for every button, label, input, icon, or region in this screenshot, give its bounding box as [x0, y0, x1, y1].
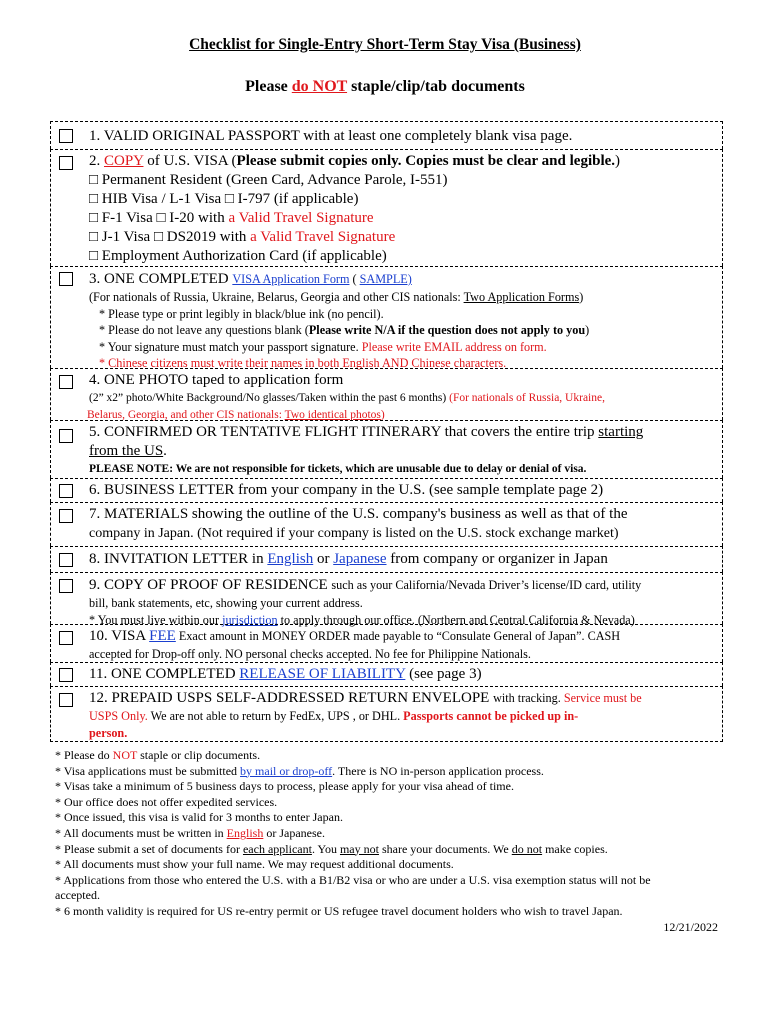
- fee-link[interactable]: FEE: [149, 628, 176, 644]
- note: * Visa applications must be submitted by mail or drop-off. There is NO in-person application process.: [55, 763, 544, 778]
- jurisdiction-link[interactable]: jurisdiction: [222, 612, 278, 627]
- japanese-link[interactable]: Japanese: [333, 551, 387, 567]
- note: * Our office does not offer expedited services.: [55, 794, 278, 809]
- checklist-item-passport: 1. VALID ORIGINAL PASSPORT with at least one completely blank visa page.: [50, 121, 723, 149]
- notes-section: [55, 748, 720, 935]
- checklist-item-application-form: 3. ONE COMPLETED VISA Application Form ( SAMPLE) (For nationals of Russia, Ukraine, Belarus, Georgia and other CIS nationals: Two Application Forms) * Please type or print legibly in black/blue ink (no pencil). * Please do not leave any questions blank (Please write N/A if the question does not apply to you) * Your signature must match your passport signature. Please write EMAIL address on form. * Chinese citizens must write their names in both English AND Chinese characters.: [50, 266, 723, 368]
- checkbox-11[interactable]: [59, 668, 73, 682]
- checkbox-8[interactable]: [59, 553, 73, 567]
- sample-link[interactable]: SAMPLE): [359, 272, 412, 286]
- checkbox-9[interactable]: [59, 579, 73, 593]
- checkbox-5[interactable]: [59, 429, 73, 443]
- checkbox-4[interactable]: [59, 375, 73, 389]
- checklist-item-visa-fee: 10. VISA FEE Exact amount in MONEY ORDER made payable to “Consulate General of Japan”. CASH accepted for Drop-off only. NO personal checks accepted. No fee for Philippine Nationals.: [50, 624, 723, 662]
- page-title: Checklist for Single-Entry Short-Term Stay Visa (Business): [189, 36, 581, 53]
- checklist-item-visa-copy: 2. COPY of U.S. VISA (Please submit copies only. Copies must be clear and legible.) □ Permanent Resident (Green Card, Advance Parole, I-551) □ HIB Visa / L-1 Visa □ I-797 (if applicable) □ F-1 Visa □ I-20 with a Valid Travel Signature □ J-1 Visa □ DS2019 with a Valid Travel Signature □ Employment Authorization Card (if applicable): [50, 149, 723, 266]
- note: * All documents must show your full name. We may request additional documents.: [55, 857, 454, 872]
- note: * Please submit a set of documents for each applicant. You may not share your documents. We do not make copies.: [55, 841, 608, 856]
- mail-or-drop-off-link[interactable]: by mail or drop-off: [240, 763, 333, 778]
- checkbox-1[interactable]: [59, 129, 73, 143]
- checkbox-6[interactable]: [59, 484, 73, 498]
- english-link[interactable]: English: [267, 551, 314, 567]
- document-date: 12/21/2022: [663, 919, 718, 934]
- checklist-item-release-of-liability: 11. ONE COMPLETED RELEASE OF LIABILITY (see page 3): [50, 662, 723, 686]
- checkbox-3[interactable]: [59, 272, 73, 286]
- checkbox-10[interactable]: [59, 631, 73, 645]
- visa-application-form-link[interactable]: VISA Application Form: [232, 272, 350, 286]
- checkbox-12[interactable]: [59, 693, 73, 707]
- copy-emphasis: COPY: [104, 153, 144, 169]
- page-subtitle: Please do NOT staple/clip/tab documents: [245, 78, 525, 95]
- note: * Please do NOT staple or clip documents.: [55, 748, 261, 762]
- checkbox-7[interactable]: [59, 509, 73, 523]
- checklist-item-invitation-letter: 8. INVITATION LETTER in English or Japanese from company or organizer in Japan: [50, 546, 723, 572]
- checklist-item-business-letter: 6. BUSINESS LETTER from your company in the U.S. (see sample template page 2): [50, 478, 723, 502]
- do-not-emphasis: do NOT: [291, 78, 348, 95]
- checkbox-2[interactable]: [59, 156, 73, 170]
- checklist-item-return-envelope: 12. PREPAID USPS SELF-ADDRESSED RETURN ENVELOPE with tracking. Service must be USPS Only. We are not able to return by FedEx, UPS , or DHL. Passports cannot be picked up in- person.: [50, 686, 723, 742]
- checklist-item-proof-of-residence: 9. COPY OF PROOF OF RESIDENCE such as your California/Nevada Driver’s license/ID card, utility bill, bank statements, etc, showing your current address. * You must live within our jurisdiction to apply through our office. (Northern and Central California & Nevada): [50, 572, 723, 624]
- checklist-item-flight-itinerary: 5. CONFIRMED OR TENTATIVE FLIGHT ITINERARY that covers the entire trip starting from the US. PLEASE NOTE: We are not responsible for tickets, which are unusable due to delay or denial of visa.: [50, 420, 723, 478]
- note: * Visas take a minimum of 5 business days to process, please apply for your visa ahead of time.: [55, 779, 514, 794]
- note: * All documents must be written in English or Japanese.: [55, 825, 325, 840]
- note: * 6 month validity is required for US re-entry permit or US refugee travel document holders who wish to travel Japan.: [55, 903, 623, 918]
- note: * Once issued, this visa is valid for 3 months to enter Japan.: [55, 810, 343, 825]
- checklist-item-photo: 4. ONE PHOTO taped to application form (2” x2” photo/White Background/No glasses/Taken within the past 6 months) (For nationals of Russia, Ukraine, Belarus, Georgia, and other CIS nationals: Two identical photos): [50, 368, 723, 420]
- note: * Applications from those who entered the U.S. with a B1/B2 visa or who are under a U.S. visa exemption status will not be: [55, 872, 651, 887]
- checklist: [50, 121, 723, 742]
- release-of-liability-link[interactable]: RELEASE OF LIABILITY: [239, 666, 406, 682]
- note: accepted.: [55, 888, 100, 903]
- checklist-item-materials: 7. MATERIALS showing the outline of the U.S. company's business as well as that of the company in Japan. (Not required if your company is listed on the U.S. stock exchange market): [50, 502, 723, 546]
